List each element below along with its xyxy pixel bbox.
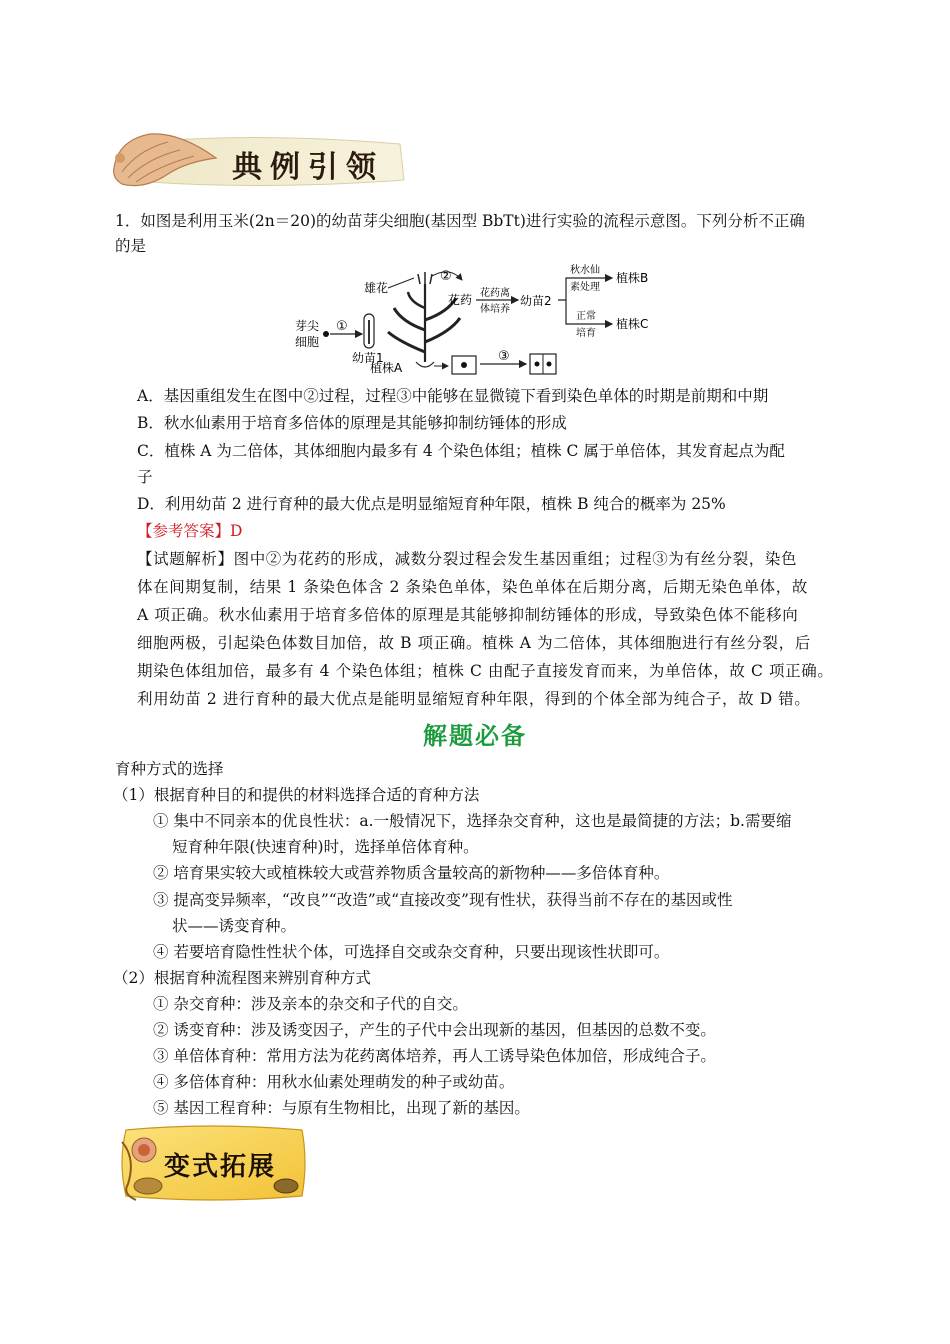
option-c-line2: 子 [137, 468, 153, 486]
body-item-1-4: ④ 若要培育隐性性状个体，可选择自交或杂交育种，只要出现该性状即可。 [153, 943, 670, 961]
analysis-line-5: 期染色体组加倍，最多有 4 个染色体组；植株 C 由配子直接发育而来，为单倍体，故 C 项正确。 [137, 662, 834, 680]
label-plantA: 植株A [370, 361, 403, 375]
body-item-1-1: ① 集中不同亲本的优良性状：a.一般情况下，选择杂交育种，这也是最简捷的方法；b.需要缩 [153, 812, 792, 830]
analysis-line-3: A 项正确。秋水仙素用于培育多倍体的原理是其能够抑制纺锤体的形成，导致染色体不能移向 [137, 606, 799, 624]
option-d: D．利用幼苗 2 进行育种的最大优点是明显缩短育种年限，植株 B 纯合的概率为 25% [137, 495, 726, 513]
bud-cell-dot [323, 331, 329, 337]
body-item-1-2: ② 培育果实较大或植株较大或营养物质含量较高的新物种——多倍体育种。 [153, 864, 670, 882]
answer [137, 520, 242, 542]
label-colch-top: 秋水仙 [570, 265, 600, 276]
pointer-male-flower [388, 278, 414, 288]
banner-dianli [108, 128, 408, 194]
body-item-1-1-cont: 短育种年限(快速育种)时，选择单倍体育种。 [172, 838, 479, 856]
label-bud-cell: 芽尖 [295, 319, 320, 333]
option-b: B．秋水仙素用于培育多倍体的原理是其能够抑制纺锤体的形成 [137, 414, 567, 432]
daughter-nucleus-1 [535, 362, 540, 367]
label-normal-bottom: 培育 [576, 328, 596, 339]
cell-nucleus [461, 362, 467, 368]
body-item-2-4: ④ 多倍体育种：用秋水仙素处理萌发的种子或幼苗。 [153, 1073, 515, 1091]
banner-title-2: 变式拓展 [164, 1152, 277, 1182]
label-male-flower: 雄花 [364, 281, 389, 295]
option-a: A．基因重组发生在图中②过程，过程③中能够在显微镜下看到染色单体的时期是前期和中期 [137, 387, 769, 405]
analysis-line-1: 【试题解析】图中②为花药的形成，减数分裂过程会发生基因重组；过程③为有丝分裂，染色 [137, 550, 798, 568]
option-c-line1: C．植株 A 为二倍体，其体细胞内最多有 4 个染色体组；植株 C 属于单倍体，其发育起点为配 [137, 442, 785, 460]
body-subheading-2: （2）根据育种流程图来辨别育种方式 [113, 969, 371, 987]
section-title: 解题必备 [423, 721, 527, 750]
question-line-2: 的是 [115, 237, 147, 255]
banner-bianshi [114, 1122, 310, 1204]
body-item-2-5: ⑤ 基因工程育种：与原有生物相比，出现了新的基因。 [153, 1099, 530, 1117]
body-item-1-3: ③ 提高变异频率，“改良”“改造”或“直接改变”现有性状，获得当前不存在的基因或性 [153, 891, 733, 909]
label-plantC: 植株C [616, 317, 649, 331]
label-step1: ① [336, 319, 348, 334]
analysis-line-4: 细胞两极，引起染色体数目加倍，故 B 项正确。植株 A 为二倍体，其体细胞进行有丝分裂，后 [137, 634, 811, 652]
body-item-2-3: ③ 单倍体育种：常用方法为花药离体培养，再人工诱导染色体加倍，形成纯合子。 [153, 1047, 716, 1065]
label-normal-top: 正常 [576, 311, 596, 322]
body-subheading-1: （1）根据育种目的和提供的材料选择合适的育种方法 [113, 786, 480, 804]
banner-title: 典例引领 [232, 150, 384, 185]
label-culture-top: 花药离 [480, 288, 510, 299]
body-item-2-1: ① 杂交育种：涉及亲本的杂交和子代的自交。 [153, 995, 468, 1013]
analysis-line-6: 利用幼苗 2 进行育种的最大优点是能明显缩短育种年限，得到的个体全部为纯合子，故 D 错。 [137, 690, 811, 708]
body-item-1-3-cont: 状——诱变育种。 [172, 917, 297, 935]
label-seedling1: 幼苗1 [352, 351, 384, 365]
label-culture-bottom: 体培养 [480, 304, 510, 315]
answer-label: 【参考答案】 [137, 522, 231, 540]
label-seedling2: 幼苗2 [520, 294, 552, 308]
daughter-nucleus-2 [547, 362, 552, 367]
label-bud-cell-2: 细胞 [295, 335, 320, 349]
label-anther: 花药 [448, 293, 473, 307]
label-plantB: 植株B [616, 271, 649, 285]
label-step2: ② [440, 269, 452, 284]
body-heading: 育种方式的选择 [115, 760, 224, 778]
corn-plant [388, 272, 460, 367]
question-line-1: 1．如图是利用玉米(2n＝20)的幼苗芽尖细胞(基因型 BbTt)进行实验的流程示意图。下列分析不正确 [115, 212, 805, 230]
label-colch-bottom: 素处理 [570, 282, 600, 293]
answer-value: D [230, 522, 243, 540]
label-step3: ③ [498, 349, 510, 364]
breeding-flow-diagram [290, 262, 670, 380]
body-item-2-2: ② 诱变育种：涉及诱变因子，产生的子代中会出现新的基因，但基因的总数不变。 [153, 1021, 716, 1039]
analysis-line-2: 体在间期复制，结果 1 条染色体含 2 条染色单体，染色单体在后期分离，后期无染色单体，故 [137, 578, 808, 596]
